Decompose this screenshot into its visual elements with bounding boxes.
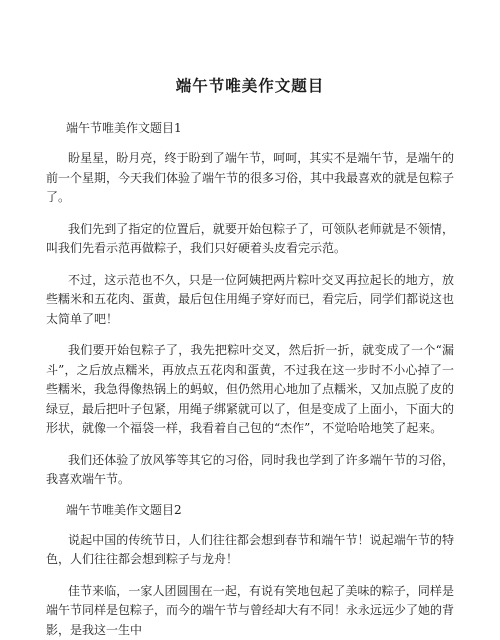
paragraph: 我们还体验了放风筝等其它的习俗，同时我也学到了许多端午节的习俗，我喜欢端午节。 <box>46 451 454 490</box>
section-heading: 端午节唯美作文题目2 <box>46 502 454 518</box>
paragraph: 盼星星，盼月亮，终于盼到了端午节，呵呵，其实不是端午节，是端午的前一个星期，今天我们体验了端午节的很多习俗，其中我最喜欢的就是包粽子了。 <box>46 149 454 208</box>
section-1 <box>46 120 454 490</box>
section-heading: 端午节唯美作文题目1 <box>46 120 454 136</box>
section-2 <box>46 502 454 640</box>
paragraph: 我们先到了指定的位置后，就要开始包粽子了，可领队老师就是不领情，叫我们先看示范再做粽子，我们只好硬着头皮看完示范。 <box>46 220 454 259</box>
paragraph: 佳节来临，一家人团圆围在一起，有说有笑地包起了美味的粽子，同样是端午节同样是包粽子，而今的端午节与曾经却大有不同！永永远远少了她的背影，是我这一生中 <box>46 582 454 640</box>
paragraph: 不过，这示范也不久，只是一位阿姨把两片粽叶交叉再拉起长的地方，放些糯米和五花肉、蛋黄，最后包住用绳子穿好而已，看完后，同学们都说这也太简单了吧！ <box>46 271 454 330</box>
paragraph: 我们要开始包粽子了，我先把粽叶交叉，然后折一折，就变成了一个“漏斗”，之后放点糯米，再放点五花肉和蛋黄，不过我在这一步时不小心掉了一些糯米，我急得像热锅上的蚂蚁，但仍然用心地加了点糯米，又加点脱了皮的绿豆，最后把叶子包紧，用绳子绑紧就可以了，但是变成了上面小，下面大的形状，就像一个福袋一样，我看着自己包的“杰作”，不觉哈哈地笑了起来。 <box>46 341 454 439</box>
document-title: 端午节唯美作文题目 <box>46 76 454 96</box>
paragraph: 说起中国的传统节日，人们往往都会想到春节和端午节！说起端午节的特色，人们往往都会想到粽子与龙舟！ <box>46 531 454 570</box>
